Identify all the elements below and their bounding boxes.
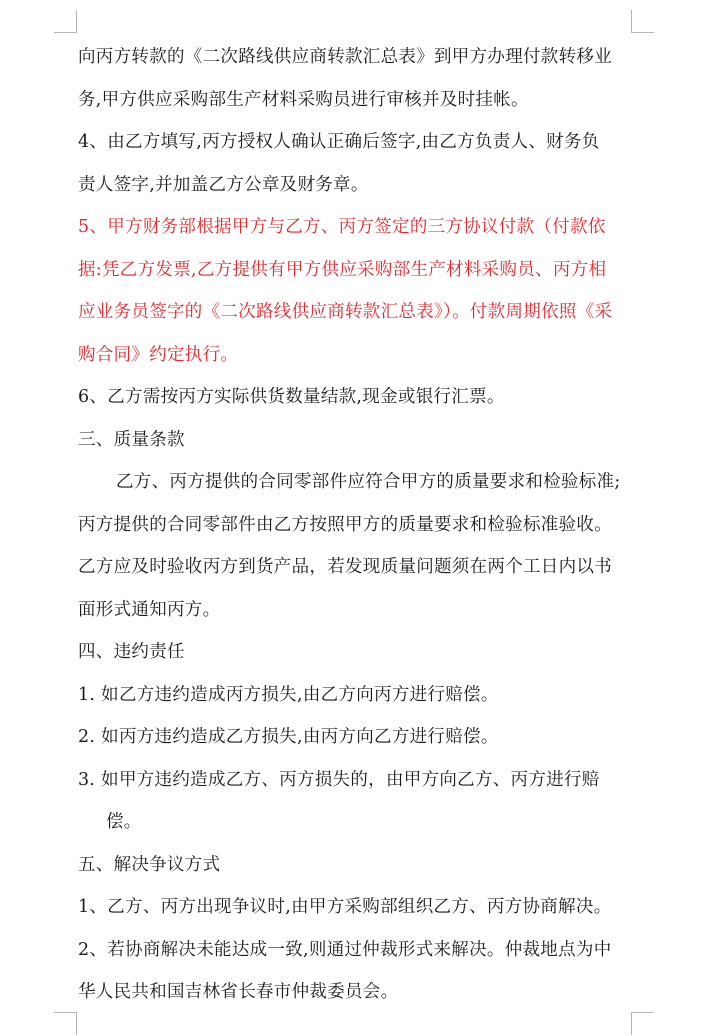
- clause-5-highlighted-line: 应业务员签字的《二次路线供应商转款汇总表》）。付款周期依照《采: [78, 302, 613, 322]
- quality-paragraph-line: 乙方应及时验收丙方到货产品，若发现质量问题须在两个工日内以书: [78, 557, 612, 577]
- page-corner-mark-bottom-right: [631, 1012, 654, 1035]
- section-heading-dispute: 五、解决争议方式: [78, 854, 221, 875]
- page-corner-mark-top-left: [54, 10, 77, 33]
- liability-item-3-continuation: 偿。: [106, 812, 142, 832]
- dispute-item-2-continuation: 华人民共和国吉林省长春市仲裁委员会。: [78, 982, 399, 1002]
- clause-5-highlighted-line: 5、甲方财务部根据甲方与乙方、丙方签定的三方协议付款（付款依: [78, 217, 606, 237]
- section-heading-liability: 四、违约责任: [78, 642, 185, 662]
- clause-6-line: 6、乙方需按丙方实际供货数量结款,现金或银行汇票。: [78, 387, 505, 407]
- clause-4-line: 责人签字,并加盖乙方公章及财务章。: [78, 174, 369, 195]
- quality-paragraph-line: 丙方提供的合同零部件由乙方按照甲方的质量要求和检验标准验收。: [78, 514, 612, 535]
- clause-5-highlighted-line: 据:凭乙方发票,乙方提供有甲方供应采购部生产材料采购员、丙方相: [78, 259, 607, 280]
- clause-5-highlighted-line: 购合同》约定执行。: [78, 344, 239, 365]
- quality-paragraph-line: 面形式通知丙方。: [78, 599, 221, 620]
- document-body: [78, 36, 638, 1014]
- clause-4-line: 4、由乙方填写,丙方授权人确认正确后签字,由乙方负责人、财务负: [78, 132, 600, 152]
- section-heading-quality: 三、质量条款: [78, 429, 185, 450]
- page-corner-mark-bottom-left: [54, 1012, 77, 1035]
- paragraph-line: 务,甲方供应采购部生产材料采购员进行审核并及时挂帐。: [78, 89, 529, 110]
- dispute-item-2: 2、若协商解决未能达成一致,则通过仲裁形式来解决。仲裁地点为中: [78, 939, 612, 960]
- dispute-item-1: 1、乙方、丙方出现争议时,由甲方采购部组织乙方、丙方协商解决。: [78, 897, 612, 917]
- paragraph-line: 向丙方转款的《二次路线供应商转款汇总表》到甲方办理付款转移业: [78, 47, 612, 67]
- liability-item-1: 1. 如乙方违约造成丙方损失,由乙方向丙方进行赔偿。: [78, 684, 499, 705]
- liability-item-2: 2. 如丙方违约造成乙方损失,由丙方向乙方进行赔偿。: [78, 727, 499, 747]
- liability-item-3: 3. 如甲方违约造成乙方、丙方损失的，由甲方向乙方、丙方进行赔: [78, 769, 600, 790]
- page-corner-mark-top-right: [631, 10, 654, 33]
- quality-paragraph-line: 乙方、丙方提供的合同零部件应符合甲方的质量要求和检验标准;: [116, 472, 621, 492]
